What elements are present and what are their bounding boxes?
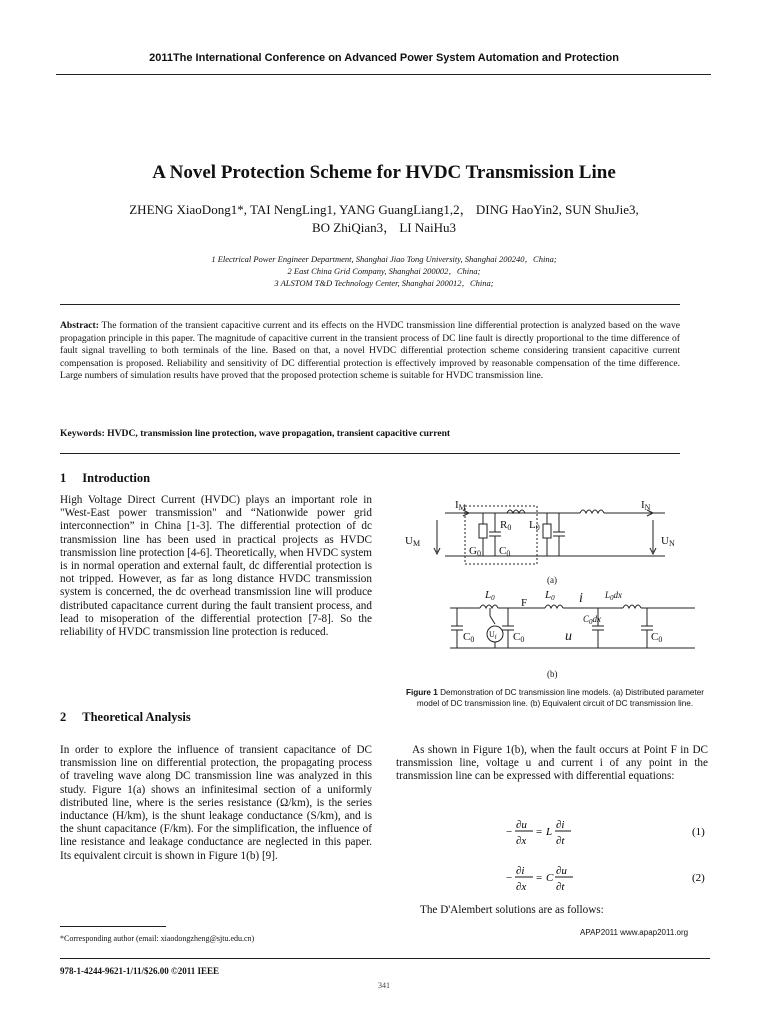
author-line-1: ZHENG XiaoDong1*, TAI NengLing1, YANG GuangLiang1,2， DING HaoYin2, SUN ShuJie3,	[129, 202, 639, 217]
affiliations	[60, 253, 708, 289]
dalembert-text: The D'Alembert solutions are as follows:	[420, 904, 604, 916]
svg-text:IN: IN	[641, 499, 651, 512]
affiliation-2: 2 East China Grid Company, Shanghai 200002，China;	[287, 266, 481, 276]
theory-paragraph: In order to explore the influence of transient capacitance of DC transmission line on differential protection, the propagating process of traveling wave along DC transmission line was analyzed in this study. Figure 1(a) shows an infinitesimal section of a uniformly distributed line, where is the series resistance (Ω/km), is the series inductance (H/km), is the shunt leakage conductance (S/km), and is the shunt capacitance (F/km). For the simplification, the influence of line resistance and leakage conductance are neglected in this paper. Its equivalent circuit is shown in Figure 1(b) [9].	[60, 744, 372, 862]
svg-text:UM: UM	[405, 535, 421, 548]
svg-text:L0: L0	[545, 589, 555, 602]
figure-1-caption	[400, 688, 710, 709]
abstract-text: The formation of the transient capacitive current and its effects on the HVDC transmission line differential protection is analyzed based on the wave propagation principle in this paper. The magnitude of capacitive current in the transient process of DC line fault is directly proportional to the time difference of fault signal travelling to both terminals of the line. Based on that, a novel HVDC differential protection scheme considering transient capacitive current compensation is proposed. Reliability and sensitivity of DC differential protection is effectively improved by reasonable compensation of the time difference. Large numbers of simulation results have proved that the proposed protection scheme is suitable for HVDC transmission line.	[60, 320, 680, 382]
intro-paragraph: High Voltage Direct Current (HVDC) plays an important role in "West-East power transmission" and “Nationwide power grid interconnection” in China [1-3]. The differential protection of dc transmission line has been used in practical projects as HVDC transmission line protection [4-6]. Theoretically, when HVDC system is in normal operation and external fault, dc differential protection is not tripped. However, as far as long distance HVDC transmission system is concerned, the dc overhead transmission line will produce distributed capacitance current during the fault transient process, and lead to misoperation of the differential protection [7-8]. So the reliability of HVDC transmission line protection is reduced.	[60, 494, 372, 639]
svg-text:∂i: ∂i	[556, 819, 565, 831]
abstract-top-rule	[60, 304, 680, 305]
section-2-heading	[60, 710, 191, 725]
svg-text:IM: IM	[455, 499, 466, 512]
conference-header: 2011The International Conference on Advanced Power System Automation and Protection	[149, 52, 619, 64]
svg-text:C0dx: $C_0dx$	[583, 614, 602, 626]
equation-1	[506, 816, 706, 850]
svg-text:∂x: ∂x	[516, 881, 527, 893]
svg-text:(1): (1)	[692, 826, 705, 838]
svg-text:L: L	[546, 826, 553, 838]
affiliation-3: 3 ALSTOM T&D Technology Center, Shanghai 200012，China;	[274, 278, 494, 288]
footer-rule	[60, 958, 710, 959]
section-1-number: 1	[60, 471, 67, 485]
svg-text:−: −	[506, 872, 513, 884]
svg-text:∂i: ∂i	[516, 865, 525, 877]
svg-text:=: =	[536, 872, 543, 884]
circuit-a-labels	[405, 499, 675, 585]
svg-text:∂u: ∂u	[556, 865, 567, 877]
right-paragraph: As shown in Figure 1(b), when the fault occurs at Point F in DC transmission line, voltage u and current i of any point in the transmission line can be expressed with differential equations:	[396, 744, 708, 783]
keywords: Keywords: HVDC, transmission line protection, wave propagation, transient capacitive current	[60, 428, 451, 439]
svg-text:∂x: ∂x	[516, 835, 527, 847]
svg-text:∂t: ∂t	[556, 881, 565, 893]
svg-text:(2): (2)	[692, 872, 705, 884]
affiliation-1: 1 Electrical Power Engineer Department, Shanghai Jiao Tong University, Shanghai 200240，China;	[211, 254, 557, 264]
svg-text:=: =	[536, 826, 543, 838]
svg-text:u: u	[565, 629, 572, 644]
abstract	[60, 320, 680, 383]
svg-text:UN: UN	[661, 535, 675, 548]
svg-text:C0: C0	[499, 545, 511, 558]
paper-title: A Novel Protection Scheme for HVDC Transmission Line	[152, 162, 616, 183]
svg-text:∂u: ∂u	[516, 819, 527, 831]
svg-text:R0: R0	[500, 519, 512, 532]
section-1-heading	[60, 471, 150, 486]
abstract-bottom-rule	[60, 453, 680, 454]
page-number: 341	[378, 981, 390, 990]
section-2-title: Theoretical Analysis	[82, 710, 191, 724]
figure-label-a: (a)	[547, 575, 557, 585]
svg-text:C0: C0	[463, 631, 475, 644]
isbn-line: 978-1-4244-9621-1/11/$26.00 ©2011 IEEE	[60, 966, 219, 976]
svg-text:C: C	[546, 872, 554, 884]
svg-text:F: F	[521, 597, 528, 609]
author-line-2: BO ZhiQian3， LI NaiHu3	[311, 220, 457, 235]
figure-label-b: (b)	[547, 669, 558, 679]
svg-text:L0: L0	[529, 519, 540, 532]
svg-text:C0: C0	[513, 631, 525, 644]
svg-text:L0dx: $L_0dx$	[605, 590, 623, 602]
svg-text:Uf: $U_f$	[489, 630, 497, 641]
svg-text:−: −	[506, 826, 513, 838]
figure-1-circuit	[395, 488, 715, 688]
figure-1-caption-text: Demonstration of DC transmission line models. (a) Distributed parameter model of DC transmission line. (b) Equivalent circuit of DC transmission line.	[416, 688, 705, 708]
svg-text:G0: G0	[469, 545, 481, 558]
figure-1-caption-label: Figure 1	[405, 688, 438, 697]
svg-text:L0: L0	[485, 589, 495, 602]
svg-text:∂t: ∂t	[556, 835, 565, 847]
abstract-label: Abstract:	[60, 320, 99, 331]
corresponding-author: *Corresponding author (email: xiaodongzheng@sjtu.edu.cn)	[60, 934, 255, 943]
equation-2	[506, 862, 706, 896]
circuit-b-labels	[463, 589, 662, 679]
header-rule	[56, 74, 711, 75]
section-1-title: Introduction	[82, 471, 151, 485]
svg-text:i: i	[579, 591, 583, 606]
author-list	[60, 201, 708, 237]
footnote-rule	[60, 926, 166, 927]
section-2-number: 2	[60, 710, 67, 724]
svg-text:C0: C0	[651, 631, 663, 644]
conference-tag: APAP2011 www.apap2011.org	[580, 928, 689, 937]
